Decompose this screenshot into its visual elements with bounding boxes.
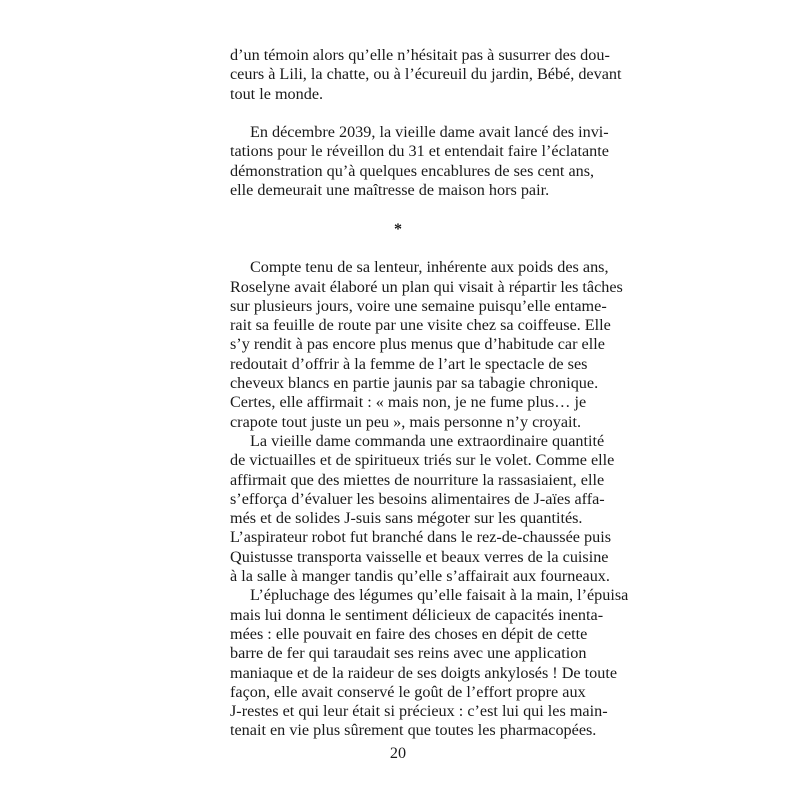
text-line: affirmait que des miettes de nourriture la rassasiaient, elle bbox=[230, 470, 605, 489]
text-line: à la salle à manger tandis qu’elle s’affairait aux fourneaux. bbox=[230, 567, 610, 586]
text-line: d’un témoin alors qu’elle n’hésitait pas à susurrer des dou- bbox=[230, 46, 610, 64]
text-line: crapote tout juste un peu », mais personne n’y croyait. bbox=[230, 412, 582, 431]
text-line: barre de fer qui taraudait ses reins avec une application bbox=[230, 644, 587, 663]
text-line: tenait en vie plus sûrement que toutes les pharmacopées. bbox=[230, 721, 597, 740]
text-line: més et de solides J-suis sans mégoter sur les quantités. bbox=[230, 509, 583, 528]
text-line: J-restes et qui leur était si précieux : c’est lui qui les main- bbox=[230, 702, 608, 721]
text-line: Quistusse transporta vaisselle et beaux verres de la cuisine bbox=[230, 547, 609, 566]
paragraph bbox=[230, 586, 629, 740]
body-text bbox=[230, 46, 629, 741]
text-line: sur plusieurs jours, voire une semaine puisqu’elle entame- bbox=[230, 296, 607, 315]
text-line: rait sa feuille de route par une visite chez sa coiffeuse. Elle bbox=[230, 316, 611, 335]
text-line: tations pour le réveillon du 31 et entendait faire l’éclatante bbox=[230, 142, 609, 161]
paragraph bbox=[230, 123, 609, 200]
text-line: s’y rendit à pas encore plus menus que d’habitude car elle bbox=[230, 335, 605, 354]
paragraph bbox=[230, 258, 623, 432]
text-line: Certes, elle affirmait : « mais non, je ne fume plus… je bbox=[230, 393, 587, 412]
text-line: Roselyne avait élaboré un plan qui visait à répartir les tâches bbox=[230, 277, 623, 296]
section-separator: * bbox=[394, 220, 402, 238]
text-line: elle demeurait une maîtresse de maison hors pair. bbox=[230, 181, 550, 200]
paragraph-gap bbox=[230, 104, 566, 123]
text-line: démonstration qu’à quelques encablures de ses cent ans, bbox=[230, 161, 595, 180]
paragraph bbox=[230, 431, 615, 586]
text-line: s’efforça d’évaluer les besoins alimentaires de J-aïes affa- bbox=[230, 489, 605, 508]
text-line: La vieille dame commanda une extraordinaire quantité bbox=[250, 431, 605, 450]
text-line: L’épluchage des légumes qu’elle faisait à la main, l’épuisa bbox=[250, 586, 629, 605]
text-line: maniaque et de la raideur de ses doigts ankylosés ! De toute bbox=[230, 663, 618, 682]
text-line: L’aspirateur robot fut branché dans le rez-de-chaussée puis bbox=[230, 528, 611, 547]
paragraph-gap bbox=[230, 200, 566, 219]
text-line: En décembre 2039, la vieille dame avait lancé des invi- bbox=[250, 123, 609, 142]
paragraph bbox=[230, 46, 622, 104]
text-line: ceurs à Lili, la chatte, ou à l’écureuil du jardin, Bébé, devant bbox=[230, 65, 622, 84]
text-line: tout le monde. bbox=[230, 84, 324, 103]
text-line: façon, elle avait conservé le goût de l’effort propre aux bbox=[230, 682, 586, 701]
paragraph-gap bbox=[230, 239, 566, 258]
text-line: mées : elle pouvait en faire des choses en dépit de cette bbox=[230, 624, 588, 643]
text-line: cheveux blancs en partie jaunis par sa tabagie chronique. bbox=[230, 374, 599, 393]
text-line: mais lui donna le sentiment délicieux de capacités inenta- bbox=[230, 605, 604, 624]
page-number: 20 bbox=[389, 744, 407, 762]
text-line: redoutait d’offrir à la femme de l’art le spectacle de ses bbox=[230, 354, 588, 373]
text-line: de victuailles et de spiritueux triés sur le volet. Comme elle bbox=[230, 451, 615, 470]
text-line: Compte tenu de sa lenteur, inhérente aux poids des ans, bbox=[250, 258, 609, 277]
